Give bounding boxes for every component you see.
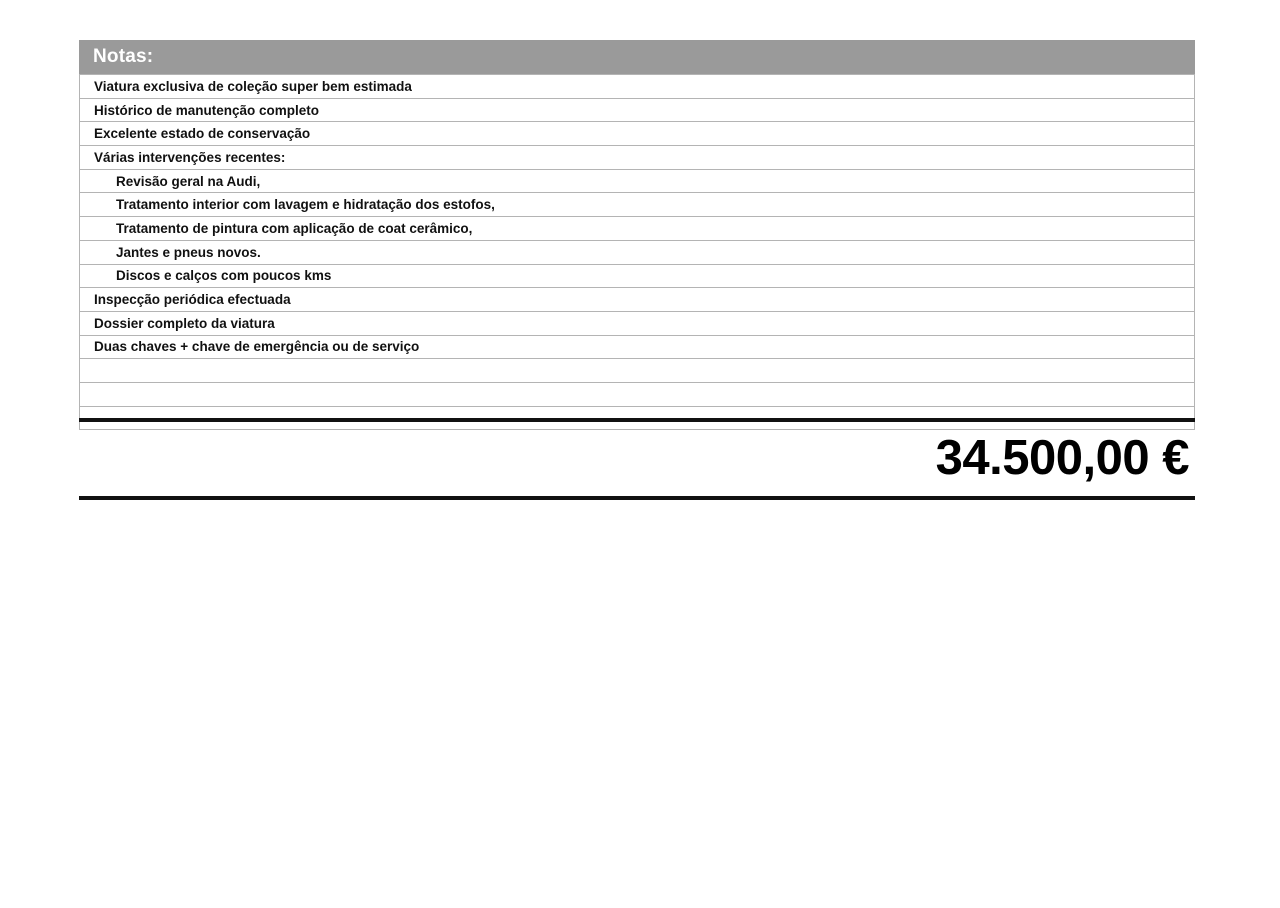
notes-bottom-divider bbox=[79, 418, 1195, 422]
table-row bbox=[80, 335, 1195, 359]
note-cell-indented: Discos e calços com poucos kms bbox=[80, 264, 1195, 288]
note-cell-indented: Jantes e pneus novos. bbox=[80, 240, 1195, 264]
table-row bbox=[80, 288, 1195, 312]
notes-header-title: Notas: bbox=[79, 40, 1195, 74]
note-cell: Duas chaves + chave de emergência ou de serviço bbox=[80, 335, 1195, 359]
table-row bbox=[80, 264, 1195, 288]
notes-section bbox=[79, 40, 1195, 430]
note-cell: Viatura exclusiva de coleção super bem estimada bbox=[80, 75, 1195, 99]
total-bottom-divider bbox=[79, 496, 1195, 500]
note-cell-empty bbox=[80, 382, 1195, 406]
table-row bbox=[80, 240, 1195, 264]
note-cell-indented: Revisão geral na Audi, bbox=[80, 169, 1195, 193]
notes-table-body bbox=[80, 75, 1195, 430]
table-row bbox=[80, 75, 1195, 99]
table-row bbox=[80, 122, 1195, 146]
table-row bbox=[80, 193, 1195, 217]
notes-table bbox=[79, 74, 1195, 430]
total-row bbox=[79, 424, 1195, 492]
table-row bbox=[80, 217, 1195, 241]
table-row bbox=[80, 169, 1195, 193]
note-cell-indented: Tratamento interior com lavagem e hidratação dos estofos, bbox=[80, 193, 1195, 217]
note-cell-indented: Tratamento de pintura com aplicação de coat cerâmico, bbox=[80, 217, 1195, 241]
note-cell: Dossier completo da viatura bbox=[80, 311, 1195, 335]
note-cell: Várias intervenções recentes: bbox=[80, 146, 1195, 170]
note-cell: Histórico de manutenção completo bbox=[80, 98, 1195, 122]
table-row bbox=[80, 382, 1195, 406]
table-row bbox=[80, 359, 1195, 383]
total-price-value: 34.500,00 € bbox=[935, 430, 1189, 485]
note-cell: Inspecção periódica efectuada bbox=[80, 288, 1195, 312]
table-row bbox=[80, 146, 1195, 170]
note-cell-empty bbox=[80, 359, 1195, 383]
table-row bbox=[80, 311, 1195, 335]
note-cell: Excelente estado de conservação bbox=[80, 122, 1195, 146]
table-row bbox=[80, 98, 1195, 122]
